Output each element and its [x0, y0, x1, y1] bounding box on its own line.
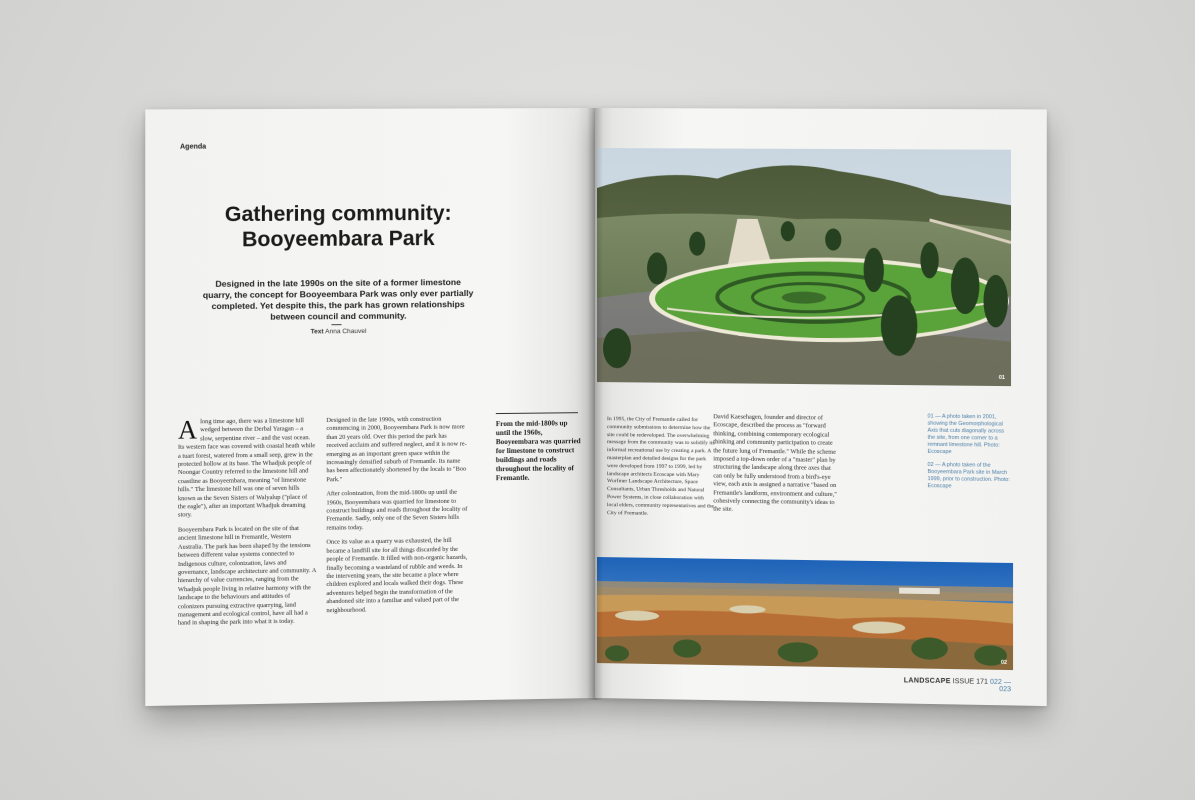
body-paragraph: After colonization, from the mid-1800s up until the 1960s, Booyeembara was quarried for limestone to construct buildings and roads throughout the locality of Fremantle. Sadly, only one of the Seven Sisters hills remains today. — [326, 488, 468, 532]
deck: Designed in the late 1990s on the site of a former limestone quarry, the concept for Booyeembara Park was only ever partially completed. Yet despite this, the park has grown relationships between council and community. — [202, 276, 474, 322]
body-column-2 — [326, 415, 467, 621]
photo-02-image — [597, 557, 1013, 670]
folio-pages: 022 — 023 — [989, 678, 1012, 694]
byline-label: Text — [310, 328, 324, 336]
headline-line-1: Gathering community: — [224, 201, 452, 227]
drop-cap: A — [177, 415, 198, 445]
byline — [247, 327, 429, 336]
body-paragraph: Booyeembara Park is located on the site of that ancient limestone hill in Fremantle, Western Australia. The park has been shaped by the tensions between different value systems connected to Indigenous culture, colonization, laws and governance, landscape architecture and community. A hierarchy of value currencies, ranging from the Whadjuk people living in relative harmony with the landscape to the behaviours and attitudes of colonizers pursuing extractive quarrying, land management and ecological control, have all had a hand in shaping the park into what it is today. — [177, 524, 317, 627]
right-body-column-2: David Kaesehagen, founder and director of Ecoscape, described the process as "forward thinking, combining contemporary ecological thinking and community participation to create the future lung of Fremantle." While the scheme imposed a top-down order of a "master" plan by structuring the landscape along three axes that can only be fully understood from a bird's-eye view, each axis is assigned a narrative "based on Fremantle's landform, environment and culture," cohesively connecting the community's ideas to the site. — [713, 413, 837, 514]
body-paragraph: Designed in the late 1990s, with construction commencing in 2000, Booyeembara Park is now more than 20 years old. Over this period the park has received acclaim and suffered neglect, and it is now re-emerging as an important green space within the increasingly densified suburb of Fremantle. Its name has been affectionately shortened by the locals to "Boo Park." — [326, 415, 467, 484]
caption-01: 01 — A photo taken in 2001, showing the Geomorphological Axis that cuts diagonally across the site, from one corner to a remnant limestone hill. Photo: Ecoscape — [927, 413, 1005, 456]
body-paragraph: Once its value as a quarry was exhausted, the hill became a landfill site for all things discarded by the people of Fremantle. It filled with non-organic hazards, finally becoming a wasteland of rubble and weeds. In the intervening years, the site became a place where children explored and locals walked their dogs. These adventures helped begin the transformation of the abandoned site into a familiar and valued part of the neighbourhood. — [326, 537, 468, 614]
magazine-spread — [150, 108, 1042, 708]
byline-name: Anna Chauvel — [325, 327, 367, 336]
pullquote: From the mid-1800s up until the 1960s, Booyeembara was quarried for limestone to construct buildings and roads throughout the locality of Fremantle. — [495, 419, 581, 483]
folio-magazine: LANDSCAPE — [903, 677, 951, 686]
section-label: Agenda — [179, 143, 207, 151]
caption-02: 02 — A photo taken of the Booyeembara Park site in March 1999, prior to construction. Photo: Ecoscape — [927, 461, 1010, 490]
byline-dash — [331, 324, 341, 325]
body-paragraph — [178, 417, 316, 520]
headline — [186, 201, 490, 253]
para-1-text: long time ago, there was a limestone hill wedged between the Derbal Yaragan – a slow, serpentine river – and the vast ocean. Its western face was covered with coastal heath while a tuart forest, watered from a small seep, grew in the protected hollow at its base. The Whadjuk people of Noongar Country referred to the limestone hill and coastline as Booyeembara, meaning "of limestone hills." The limestone hill was one of seven hills known as the Seven Sisters of Walyalup ("place of the eagle"), after an important Whadjuk dreaming story. — [177, 417, 316, 519]
park-aerial-photo — [597, 148, 1011, 386]
photo-01-number: 01 — [998, 374, 1006, 382]
folio-issue: ISSUE 171 — [952, 678, 988, 686]
photo-02-number: 02 — [1000, 659, 1008, 666]
left-page — [145, 108, 595, 706]
folio — [899, 677, 1011, 693]
pullquote-rule — [496, 412, 578, 414]
right-body-column-1: In 1995, the City of Fremantle called for community submissions to determine how the site could be redeveloped. The overwhelming message from the community was to solidify its informal recreational use by creating a park. A masterplan and detailed designs for the park were developed from 1997 to 1999, led by landscape architects Ecoscape with Mary Wurfmer Landscape Architecture, Space Consultants, Urban Thresholds and Natural Power Systems, in close collaboration with local elders, community representatives and the City of Fremantle. — [606, 416, 715, 517]
photo-captions — [928, 414, 1014, 498]
body-column-1 — [178, 417, 316, 634]
site-panorama-photo — [597, 557, 1013, 670]
headline-line-2: Booyeembara Park — [241, 226, 435, 252]
photo-01-image — [597, 148, 1011, 386]
right-page — [595, 108, 1047, 706]
